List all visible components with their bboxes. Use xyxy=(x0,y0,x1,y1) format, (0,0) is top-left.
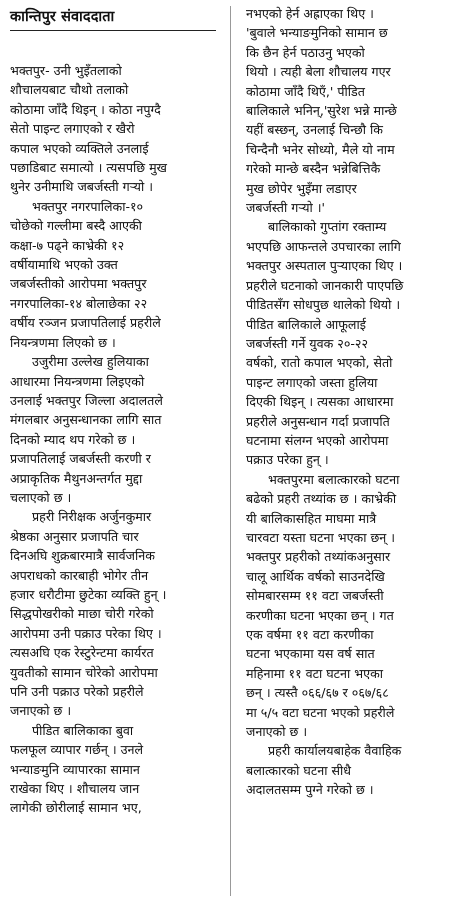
text-line: हजार धरौटीमा छुटेका व्यक्ति हुन् । xyxy=(10,586,167,602)
left-column xyxy=(10,6,216,818)
text-line: चलाएको छ । xyxy=(10,489,72,505)
text-line: लागेकी छोरीलाई सामान भए, xyxy=(10,800,142,816)
paragraph xyxy=(246,217,452,469)
text-line: पीडित बालिकाले आफूलाई xyxy=(246,316,366,332)
text-line: अपराधको कारबाही भोगेर तीन xyxy=(10,567,149,583)
text-line: कि छैन हेर्न पठाउनु भएको xyxy=(246,44,365,60)
text-line: नगरपालिका-१४ बोलाछेका २२ xyxy=(10,295,148,311)
text-line: थियो । त्यही बेला शौचालय गएर xyxy=(246,64,391,80)
text-line: जबर्जस्ती गर्‍यो ।' xyxy=(246,200,326,216)
text-line: वर्षीयामाथि भएको उक्त xyxy=(10,257,118,273)
paragraph xyxy=(246,4,452,217)
text-line: करणीका घटना भएका छन् । गत xyxy=(246,607,394,623)
paragraph xyxy=(246,741,452,799)
paragraph xyxy=(10,507,216,720)
left-paragraphs xyxy=(10,61,216,818)
text-line: अदालतसम्म पुग्ने गरेको छ । xyxy=(246,782,374,798)
text-line: पनि उनी पक्राउ परेको प्रहरीले xyxy=(10,684,144,699)
text-line: सेतो पाइन्ट लगाएको र खैरो xyxy=(10,121,135,137)
text-line: एक वर्षमा ११ वटा करणीका xyxy=(246,627,374,642)
text-line: 'बुवाले भन्याङमुनिको सामान छ xyxy=(246,25,388,41)
paragraph xyxy=(10,721,216,818)
text-line: दिनको म्याद थप गरेको छ । xyxy=(10,431,136,447)
text-line: उजुरीमा उल्लेख हुलियाका xyxy=(32,354,149,370)
text-line: पछाडिबाट समात्यो । त्यसपछि मुख xyxy=(10,160,167,176)
text-line: बलात्कारको घटना सीधै xyxy=(246,762,351,778)
paragraph xyxy=(10,197,216,352)
right-column xyxy=(246,4,452,800)
text-line: मंगलबार अनुसन्धानका लागि सात xyxy=(10,412,162,428)
text-line: भक्तपुर- उनी भुइँतलाको xyxy=(10,63,122,78)
text-line: वर्षीय रञ्जन प्रजापतिलाई प्रहरीले xyxy=(10,315,161,331)
text-line: फलफूल व्यापार गर्छन् । उनले xyxy=(10,742,144,758)
text-line: जनाएको छ । xyxy=(10,703,72,719)
text-line: जबर्जस्ती गर्ने युवक २०-२२ xyxy=(246,335,369,351)
text-line: भन्याङमुनि व्यापारका सामान xyxy=(10,761,140,777)
right-paragraphs xyxy=(246,4,452,800)
paragraph xyxy=(246,470,452,742)
text-line: भक्तपुर नगरपालिका-१० xyxy=(32,198,144,214)
text-line: भक्तपुरमा बलात्कारको घटना xyxy=(268,471,400,487)
paragraph xyxy=(10,61,216,197)
text-line: पक्राउ परेका हुन् । xyxy=(246,452,329,468)
text-line: मुख छोपेर भुइँमा लडाएर xyxy=(246,180,357,196)
text-line: युवतीको सामान चोरेको आरोपमा xyxy=(10,664,158,680)
text-line: प्रहरीले अनुसन्धान गर्दा प्रजापति xyxy=(246,413,390,429)
text-line: गरेको मान्छे बस्दैन भन्नेबित्तिकै xyxy=(246,161,381,177)
text-line: बालिकाले भनिन्,'सुरेश भन्ने मान्छे xyxy=(246,103,397,119)
text-line: भक्तपुर अस्पताल पुर्‍याएका थिए । xyxy=(246,258,403,274)
text-line: कपाल भएको व्यक्तिले उनलाई xyxy=(10,140,149,156)
text-line: घटना भएकामा यस वर्ष सात xyxy=(246,646,375,662)
text-line: कोठामा जाँदै थिएँ,' पीडित xyxy=(246,83,365,99)
text-line: श्रेष्ठका अनुसार प्रजापति चार xyxy=(10,528,139,544)
text-line: बढेको प्रहरी तथ्यांक छ । काभ्रेकी xyxy=(246,491,397,507)
text-line: सोमबारसम्म ११ वटा जबर्जस्ती xyxy=(246,588,384,604)
text-line: चालू आर्थिक वर्षको साउनदेखि xyxy=(246,568,385,584)
text-line: प्रहरी निरीक्षक अर्जुनकुमार xyxy=(32,509,152,525)
text-line: आरोपमा उनी पक्राउ परेका थिए । xyxy=(10,625,162,641)
text-line: यी बालिकासहित माघमा मात्रै xyxy=(246,510,377,526)
text-line: प्रहरी कार्यालयबाहेक वैवाहिक xyxy=(268,743,402,759)
text-line: चारवटा यस्ता घटना भएका छन् । xyxy=(246,529,396,545)
text-line: चोछेको गल्लीमा बस्दै आएकी xyxy=(10,218,142,234)
text-line: प्रजापतिलाई जबर्जस्ती करणी र xyxy=(10,451,151,467)
text-line: आधारमा नियन्त्रणमा लिइएको xyxy=(10,373,145,389)
text-line: कक्षा-७ पढ्ने काभ्रेकी १२ xyxy=(10,237,125,253)
paragraph xyxy=(10,352,216,507)
column-divider xyxy=(230,6,231,896)
text-line: बालिकाको गुप्तांग रक्ताम्य xyxy=(268,219,387,235)
text-line: नियन्त्रणमा लिएको छ । xyxy=(10,334,116,350)
text-line: यहीं बस्छन्, उनलाई चिन्छौ कि xyxy=(246,122,383,138)
text-line: चिन्दैनौ भनेर सोध्यो, मैले यो नाम xyxy=(246,141,395,157)
text-line: शौचालयबाट चौथो तलाको xyxy=(10,82,129,98)
text-line: घटनामा संलग्न भएको आरोपमा xyxy=(246,432,389,448)
text-line: त्यसअघि एक रेस्टुरेन्टमा कार्यरत xyxy=(10,645,154,661)
byline: कान्तिपुर संवाददाता xyxy=(10,6,216,31)
text-line: नभएको हेर्न अह्राएका थिए । xyxy=(246,6,374,21)
text-line: भक्तपुर प्रहरीको तथ्यांकअनुसार xyxy=(246,549,391,565)
text-line: पाइन्ट लगाएको जस्ता हुलिया xyxy=(246,374,378,390)
text-line: दिनअघि शुक्रबारमात्रै सार्वजनिक xyxy=(10,548,155,564)
text-line: पीडितसँग सोधपुछ थालेको थियो । xyxy=(246,297,401,313)
text-line: महिनामा ११ वटा घटना भएका xyxy=(246,665,384,681)
text-line: अप्राकृतिक मैथुनअन्तर्गत मुद्दा xyxy=(10,470,143,486)
text-line: छन् । त्यस्तै ०६६/६७ र ०६७/६८ xyxy=(246,685,389,701)
text-line: थुनेर उनीमाथि जबर्जस्ती गर्‍यो । xyxy=(10,179,153,195)
text-line: वर्षको, रातो कपाल भएको, सेतो xyxy=(246,355,393,371)
text-line: पीडित बालिकाका बुवा xyxy=(32,722,134,738)
text-line: मा ५/५ वटा घटना भएको प्रहरीले xyxy=(246,704,395,720)
text-line: उनलाई भक्तपुर जिल्ला अदालतले xyxy=(10,392,163,408)
text-line: राखेका थिए । शौचालय जान xyxy=(10,781,140,797)
text-line: जनाएको छ । xyxy=(246,724,308,740)
text-line: सिद्धपोखरीको माछा चोरी गरेको xyxy=(10,606,154,622)
text-line: भएपछि आफन्तले उपचारका लागि xyxy=(246,238,401,254)
text-line: प्रहरीले घटनाको जानकारी पाएपछि xyxy=(246,277,404,293)
text-line: कोठामा जाँदै थिइन् । कोठा नपुग्दै xyxy=(10,101,161,117)
text-line: जबर्जस्तीको आरोपमा भक्तपुर xyxy=(10,276,147,292)
text-line: दिएकी थिइन् । त्यसका आधारमा xyxy=(246,394,394,410)
